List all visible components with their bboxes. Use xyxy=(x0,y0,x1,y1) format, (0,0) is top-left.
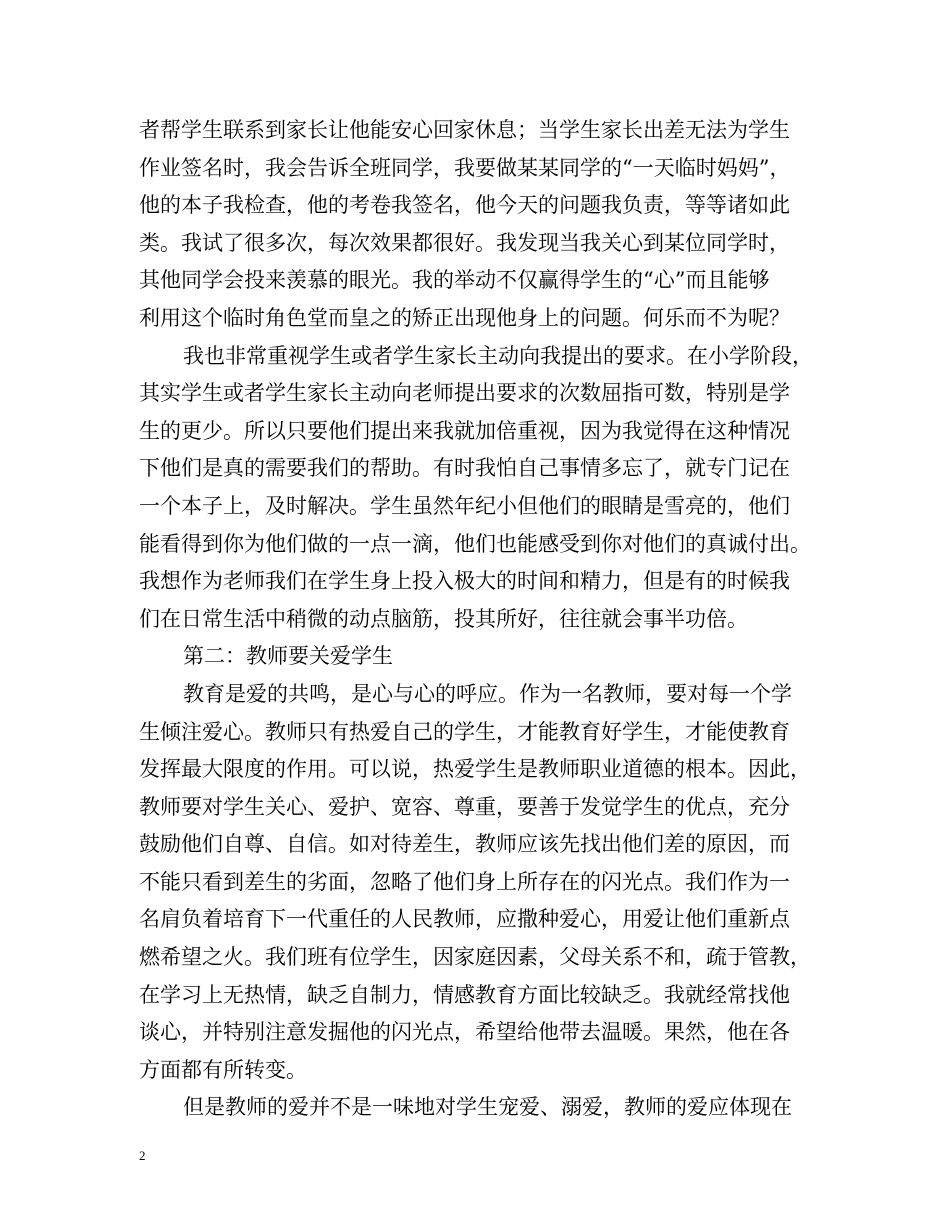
text-line: 方面都有所转变。 xyxy=(139,1057,307,1082)
text-line: 类。我试了很多次，每次效果都很好。我发现当我关心到某位同学时， xyxy=(139,230,790,255)
text-line: 者帮学生联系到家长让他能安心回家休息；当学生家长出差无法为学生 xyxy=(139,118,790,142)
paragraph-start-line: 教育是爱的共鸣，是心与心的呼应。作为一名教师，要对每一个学 xyxy=(183,681,792,706)
text-line: 下他们是真的需要我们的帮助。有时我怕自己事情多忘了，就专门记在 xyxy=(139,456,790,481)
text-line: 生倾注爱心。教师只有热爱自己的学生，才能教育好学生，才能使教育 xyxy=(139,719,790,744)
text-line: 在学习上无热情，缺乏自制力，情感教育方面比较缺乏。我就经常找他 xyxy=(139,982,790,1007)
text-line: 谈心，并特别注意发掘他的闪光点，希望给他带去温暖。果然，他在各 xyxy=(139,1020,790,1045)
text-line: 其他同学会投来羡慕的眼光。我的举动不仅赢得学生的“心”而且能够 xyxy=(139,268,770,293)
text-line: 一个本子上，及时解决。学生虽然年纪小但他们的眼睛是雪亮的，他们 xyxy=(139,493,790,518)
text-line: 们在日常生活中稍微的动点脑筋，投其所好，往往就会事半功倍。 xyxy=(139,606,748,631)
text-line: 燃希望之火。我们班有位学生，因家庭因素，父母关系不和，疏于管教， xyxy=(139,945,811,970)
text-line: 名肩负着培育下一代重任的人民教师，应撒种爱心，用爱让他们重新点 xyxy=(139,907,790,932)
text-line: 生的更少。所以只要他们提出来我就加倍重视，因为我觉得在这种情况 xyxy=(139,418,790,443)
document-body xyxy=(139,112,839,1127)
paragraph-start-line: 但是教师的爱并不是一味地对学生宠爱、溺爱，教师的爱应体现在 xyxy=(183,1095,792,1120)
text-line: 不能只看到差生的劣面，忽略了他们身上所存在的闪光点。我们作为一 xyxy=(139,869,790,894)
text-line: 鼓励他们自尊、自信。如对待差生，教师应该先找出他们差的原因，而 xyxy=(139,832,790,857)
page-number: 2 xyxy=(139,1148,146,1163)
text-line: 作业签名时，我会告诉全班同学，我要做某某同学的“一天临时妈妈”， xyxy=(139,155,791,180)
text-line: 教师要对学生关心、爱护、宽容、尊重，要善于发觉学生的优点，充分 xyxy=(139,794,790,819)
text-line: 利用这个临时角色堂而皇之的矫正出现他身上的问题。何乐而不为呢？ xyxy=(139,305,790,330)
text-line: 我想作为老师我们在学生身上投入极大的时间和精力，但是有的时候我 xyxy=(139,569,790,594)
text-line: 发挥最大限度的作用。可以说，热爱学生是教师职业道德的根本。因此， xyxy=(139,757,811,782)
text-line: 其实学生或者学生家长主动向老师提出要求的次数屈指可数，特别是学 xyxy=(139,381,790,406)
section-heading: 第二：教师要关爱学生 xyxy=(183,644,393,669)
text-line: 他的本子我检查，他的考卷我签名，他今天的问题我负责，等等诸如此 xyxy=(139,193,790,218)
text-line: 能看得到你为他们做的一点一滴，他们也能感受到你对他们的真诚付出。 xyxy=(139,531,811,556)
paragraph-start-line: 我也非常重视学生或者学生家长主动向我提出的要求。在小学阶段， xyxy=(183,343,813,368)
